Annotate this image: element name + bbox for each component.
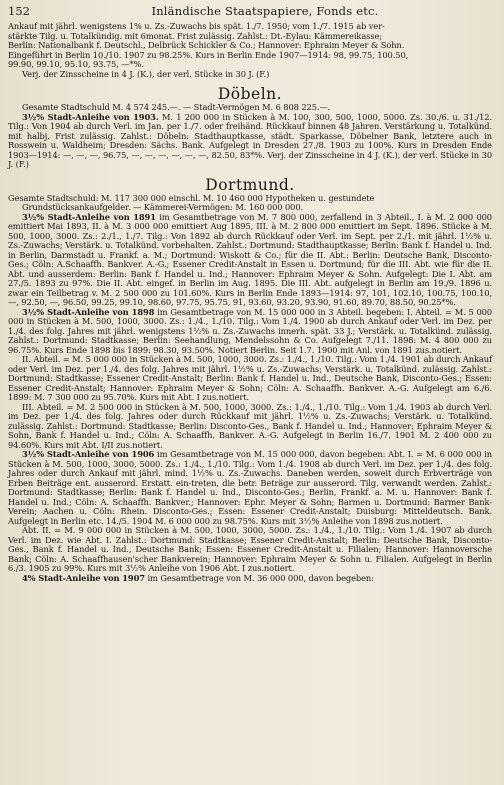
dortmund-bond-1906 [8,450,492,526]
running-title: Inländische Staatspapiere, Fonds etc. [151,4,379,18]
page-number: 152 [8,4,30,18]
page-header [8,4,492,22]
dortmund-summary-2: Grundstücksankaufgelder. — Kämmerei-Vermögen: M. 160 000 000. [22,202,304,212]
dortmund-bond-1891 [8,213,492,308]
dortmund-bond-1906-abt2: Abt. II. = M. 9 000 000 in Stücken à M. 500, 1000, 3000, 5000. Zs.: 1./4., 1./10. Tilg.: Vom 1./4. 1907 ab durch Verl. im Dez. wie Abt. I. Zahlst.: Dortmund: Stadtkasse; Essener Credit-Anstalt; Berlin: Deutsche Bank, Disconto-Ges., Bank f. Handel u. Ind., Deutsche Bank; Essen: Essener Credit-Anstalt u. Filialen; Hannover: Hannoversche Bank; Cöln: A. Schaaffhausen'scher Bankverein; Hannover: Ephraim Meyer & Sohn u. Filialen. Aufgelegt in Berlin 6./3. 1905 zu 99%. Kurs mit 3½% Anleihe von 1906 Abt. I zus.notiert. [8,525,492,573]
doebeln-summary: Gesamte Stadtschuld M. 4 574 245.—. — Stadt-Vermögen M. 6 808 225.—. [22,102,331,112]
intro-line: stärkte Tilg. u. Totalkündig. mit 6monat. Frist zulässig. Zahlst.: Dt.-Eylau: Kämmereikasse; [8,30,382,41]
bond-1906-body: im Gesamtbetrage von M. 15 000 000, davon begeben: Abt. I. = M. 6 000 000 in Stücken à M. 500, 1000, 3000, 5000. Zs.: 1./4., 1./10. Tilg.: Vom 1./4. 1908 ab durch Verl. im Dez. per 1./4. des folg. Jahres oder durch Ankauf mit jährl. mind. 1½% u. Zs.-Zuwachs. Daneben werden, soweit durch Erbverträge von Erben Beiträge ent. ausserord. Erstatt. ein-treten, die betr. Beträge zur ausserord. Tilg. verwandt werden. Zahlst.: Dortmund: Stadtkasse; Berlin: Bank f. Handel u. Ind., Disconto-Ges.; Berlin, Frankf. a. M. u. Hannover: Bank f. Handel u. Ind.; Cöln: A. Schaaffh. Bankver.; Hannover: Ephr. Meyer & Sohn; Barmen u. Dortmund: Barmer Bank-Verein; Aachen u. Cöln: Rhein. Disconto-Ges.; Essen: Essener Credit-Anstalt; Duisburg: Mitteldeutsch. Bank. Aufgelegt in Berlin etc. 14./5. 1904 M. 6 000 000 zu 98.75%. Kurs mit 3½% Anleihe von 1898 zus.notiert. [8,449,492,526]
intro-line: 99.90, 99.10, 95.10, 93.75, —*%. [8,59,144,69]
intro-line: Berlin: Nationalbank f. Deutschl., Delbrück Schickler & Co.; Hannover: Ephraim Meyer & Sohn. [8,40,405,50]
intro-section [8,22,492,79]
dortmund-bond-1898-abt3: III. Abteil. = M. 2 500 000 in Stücken à M. 500, 1000, 3000. Zs.: 1./4., 1./10. Tilg.: Vom 1./4. 1903 ab durch Verl. im Dez. per 1./4. des folg. Jahres oder durch Rückkauf mit jährl. 1½% u. Zs.-Zuwachs; Verstärk. u. Totalkünd. zulässig. Zahlst.: Dortmund: Stadtkasse; Berlin: Disconto-Ges., Bank f. Handel u. Ind.; Hannover: Ephraim Meyer & Sohn, Bank f. Handel u. Ind.; Cöln: A. Schaaffh. Bankver. A.-G. Aufgelegt in Berlin 16./7. 1901 M. 2 400 000 zu 94.60%. Kurs mit Abt. I/II zus.notiert. [8,401,492,450]
doebeln-heading: Döbeln. [217,85,283,103]
dortmund-summary-1: Gesamte Stadtschuld: M. 117 300 000 einschl. M. 10 460 000 Hypotheken u. gestundete [8,192,375,203]
doebeln-bond-title: 3½% Stadt-Anleihe von 1903. [22,111,159,122]
bond-1906-title: 3½% Stadt-Anleihe von 1906 [22,449,155,459]
bond-1891-title: 3½% Stadt-Anleihe von 1891 [22,211,156,222]
bond-1898-body: im Gesamtbetrage von M. 15 000 000 in 3 Abteil. begeben: I. Abteil. = M. 5 000 000 in Stücken à M. 500, 1000, 3000. Zs.: 1./4., 1./10. Tilg.: Vom 1./4. 1900 ab durch Ankauf oder Verl. im Dez. per 1./4. des folg. Jahres mit jährl. wenigstens 1½% u. Zs.-Zuwachs innerh. spät. 33 J.; Verstärk. u. Totalkünd. zulässig. Zahlst.: Dortmund: Stadtkasse; Berlin: Seehandlung, Mendelssohn & Co. Aufgelegt 7./11. 1898: M. 4 800 000 zu 96.75%. Kurs Ende 1898 bis 1899: 98.30, 93.50%. Notiert Berlin. Seit 1.7. 1900 mit Anl. von 1891 zus.notiert. [8,306,492,355]
bond-1898-title: 3½% Stadt-Anleihe von 1898 [22,306,155,317]
intro-line: Ankauf mit jährl. wenigstens 1% u. Zs.-Zuwachs bis spät. 1./7. 1950; vom 1./7. 1915 ab ver- [8,21,385,31]
dortmund-heading: Dortmund. [205,175,295,194]
doebeln-bond-body: M. 1 200 000 in Stücken à M. 100, 300, 500, 1000, 5000. Zs. 30./6. u. 31./12. Tilg.: Von 1904 ab durch Verl. im Jan. per 1./7. oder freihänd. Rückkauf binnen 48 Jahren. Verstärkung u. Totalkünd. mit halbj. Frist zulässig. Zahlst.: Döbeln: Stadthauptkasse, städt. Sparkasse, Döbelner Bank, letztere auch in Rosswein u. Waldheim; Dresden: Sächs. Bank. Aufgelegt in Dresden 27./8. 1903 zu 100%. Kurs in Dresden Ende 1903—1914: —, —, —, 96.75, —, —, —, —, —, —, 82.50, 83*%. Verj. der Zinsscheine in 4 J. (K.), der verl. Stücke in 30 J. (F.) [8,111,492,169]
intro-line: Eingeführt in Berlin 10./10. 1907 zu 98.25%. Kurs in Berlin Ende 1907—1914: 98, 99.75, 100.50, [8,49,409,60]
bond-1907-body: im Gesamtbetrage von M. 36 000 000, davon begeben: [147,572,374,583]
bond-1891-body: im Gesamtbetrage von M. 7 800 000, zerfallend in 3 Abteil., I. à M. 2 000 000 emittiert Mai 1893, II. à M. 3 000 000 emittiert Aug 1895, III. à M. 2 800 000 emittiert im Sept. 1896. Stücke à M. 500, 1000, 3000. Zs.: 2./1., 1./7. Tilg.: Von 1892 ab durch Rückkauf oder Verl. im Sept. per 2./1. mit jährl. 1½% u. Zs.-Zuwachs; Verstärk. u. Totalkünd. vorbehalten. Zahlst.: Dortmund: Stadthauptkasse; Berlin: Bank f. Handel u. Ind. in Berlin, Darmstadt u. Frankf. a. M.; Dortmund: Wiskott & Co.; für die II. Abt.: Berlin: Deutsche Bank, Disconto-Ges.; Cöln: A.Schaaffh. Bankver. A.-G.; Essener Credit-Anstalt in Essen u. Dortmund; für die III. Abt. wie für die II. Abt. und ausserdem: Berlin: Bank f. Handel u. Ind.; Hannover: Ephraim Meyer & Sohn. Aufgelegt: Die I. Abt. am 27./5. 1893 zu 97%. Die II. Abt. eingef. in Berlin im Aug. 1895. Die III. Abt. aufgelegt in Berlin am 19./9. 1896 u. zwar ein Teilbetrag v. M. 2 500 000 zu 101.60%. Kurs in Berlin Ende 1893—1914: 97, 101, 102.10, 100.75, 100.10, —, 92.50, —, 96.50, 99.25, 99.10, 98.60, 97.75, 95.75, 91, 93.60, 93.20, 93.90, 91.60, 89.70, 88.50, 90.25*%. [8,211,492,307]
dortmund-bond-1907 [8,574,492,584]
dortmund-bond-1898 [8,308,492,356]
doebeln-bond [8,113,492,170]
bond-1907-title: 4% Stadt-Anleihe von 1907 [22,572,145,583]
dortmund-bond-1898-abt2: II. Abteil. = M. 5 000 000 in Stücken à M. 500, 1000, 3000. Zs.: 1./4., 1./10. Tilg.: Vom 1./4. 1901 ab durch Ankauf oder Verl. im Dez. per 1./4. des folg. Jahres mit jährl. 1½% u. Zs.-Zuwachs; Verstärk. u. Totalkünd. zulässig. Zahlst.: Dortmund: Stadtkasse; Essener Credit-Anstalt; Berlin: Bank f. Handel u. Ind., Deutsche Bank, Disconto-Ges.; Essen: Essener Credit-Anstalt; Hannover: Ephraim Meyer & Sohn; Cöln: A. Schaaffh. Bankver. A.-G. Aufgelegt am 6./6. 1899: M. 7 300 000 zu 95.70%. Kurs mit Abt. I zus.notiert. [8,354,492,402]
intro-verj: Verj. der Zinsscheine in 4 J. (K.), der verl. Stücke in 30 J. (F.) [22,68,270,79]
